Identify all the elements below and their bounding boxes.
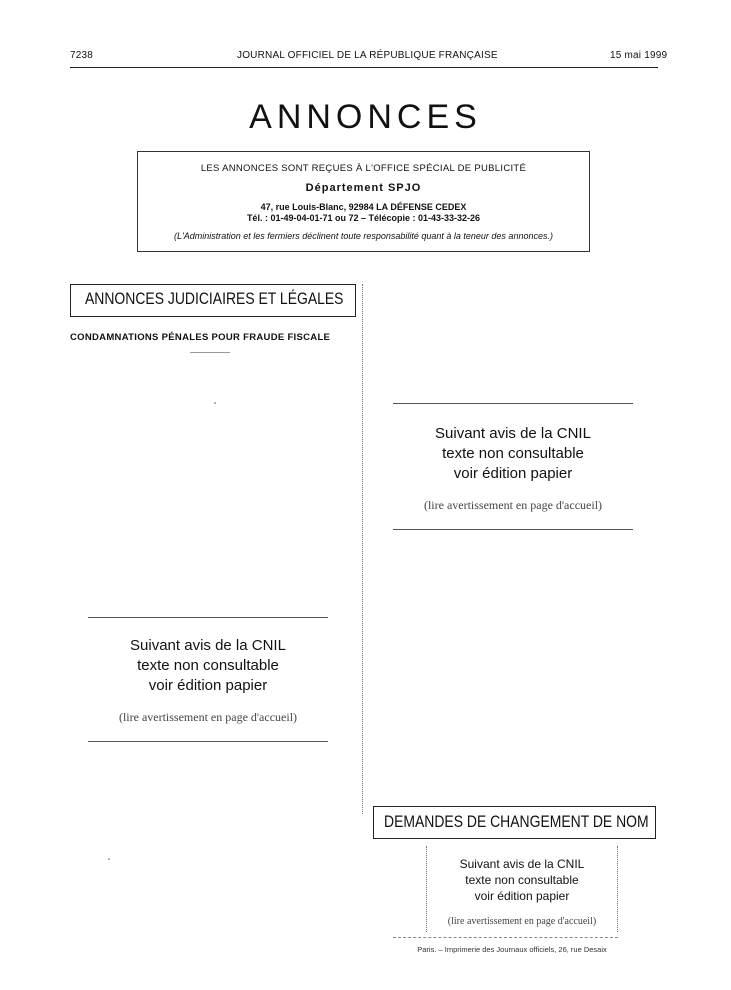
cnil-line-1: Suivant avis de la CNIL [435,425,591,442]
cnil-notice-bottom [426,846,618,932]
printer-imprint: Paris. – Imprimerie des Journaux officiels, 26, rue Desaix [417,945,607,954]
publicity-office-box [137,151,590,252]
section-heading-name-change-label: DEMANDES DE CHANGEMENT DE NOM [384,812,649,831]
publication-title: JOURNAL OFFICIEL DE LA RÉPUBLIQUE FRANÇAISE [237,50,498,61]
disclaimer: (L'Administration et les fermiers déclinent toute responsabilité quant à la teneur des annonces.) [174,231,553,241]
section-heading-judicial-label: ANNONCES JUDICIAIRES ET LÉGALES [85,289,344,308]
header-rule [70,67,658,68]
cnil-notice-left [88,617,328,742]
column-divider [362,284,363,814]
page-number: 7238 [70,50,94,61]
cnil-notice-right [393,403,633,530]
cnil-note: (lire avertissement en page d'accueil) [118,710,298,724]
office-phones: Tél. : 01-49-04-01-71 ou 72 – Télécopie : 01-43-33-32-26 [246,213,481,223]
cnil-line-1: Suivant avis de la CNIL [459,857,585,871]
cnil-note: (lire avertissement en page d'accueil) [423,498,603,512]
subheading-rule [190,352,230,353]
cnil-line-3: voir édition papier [474,889,570,903]
section-subheading: CONDAMNATIONS PÉNALES POUR FRAUDE FISCALE [70,332,331,343]
cnil-line-2: texte non consultable [442,445,584,462]
office-line: LES ANNONCES SONT REÇUES À L'OFFICE SPÉCIAL DE PUBLICITÉ [200,163,527,174]
speck [214,402,216,404]
cnil-note: (lire avertissement en page d'accueil) [447,916,597,927]
office-address: 47, rue Louis-Blanc, 92984 LA DÉFENSE CEDEX [260,202,467,212]
cnil-line-2: texte non consultable [465,873,579,887]
section-heading-name-change [373,806,656,839]
footer-rule [393,937,618,938]
cnil-line-3: voir édition papier [148,677,268,694]
cnil-line-1: Suivant avis de la CNIL [130,637,286,654]
cnil-line-2: texte non consultable [137,657,279,674]
cnil-line-3: voir édition papier [453,465,573,482]
issue-date: 15 mai 1999 [610,50,668,61]
speck [108,858,110,860]
department-name: Département SPJO [305,182,422,194]
section-heading-judicial [70,284,356,317]
page-title: ANNONCES [249,98,482,136]
